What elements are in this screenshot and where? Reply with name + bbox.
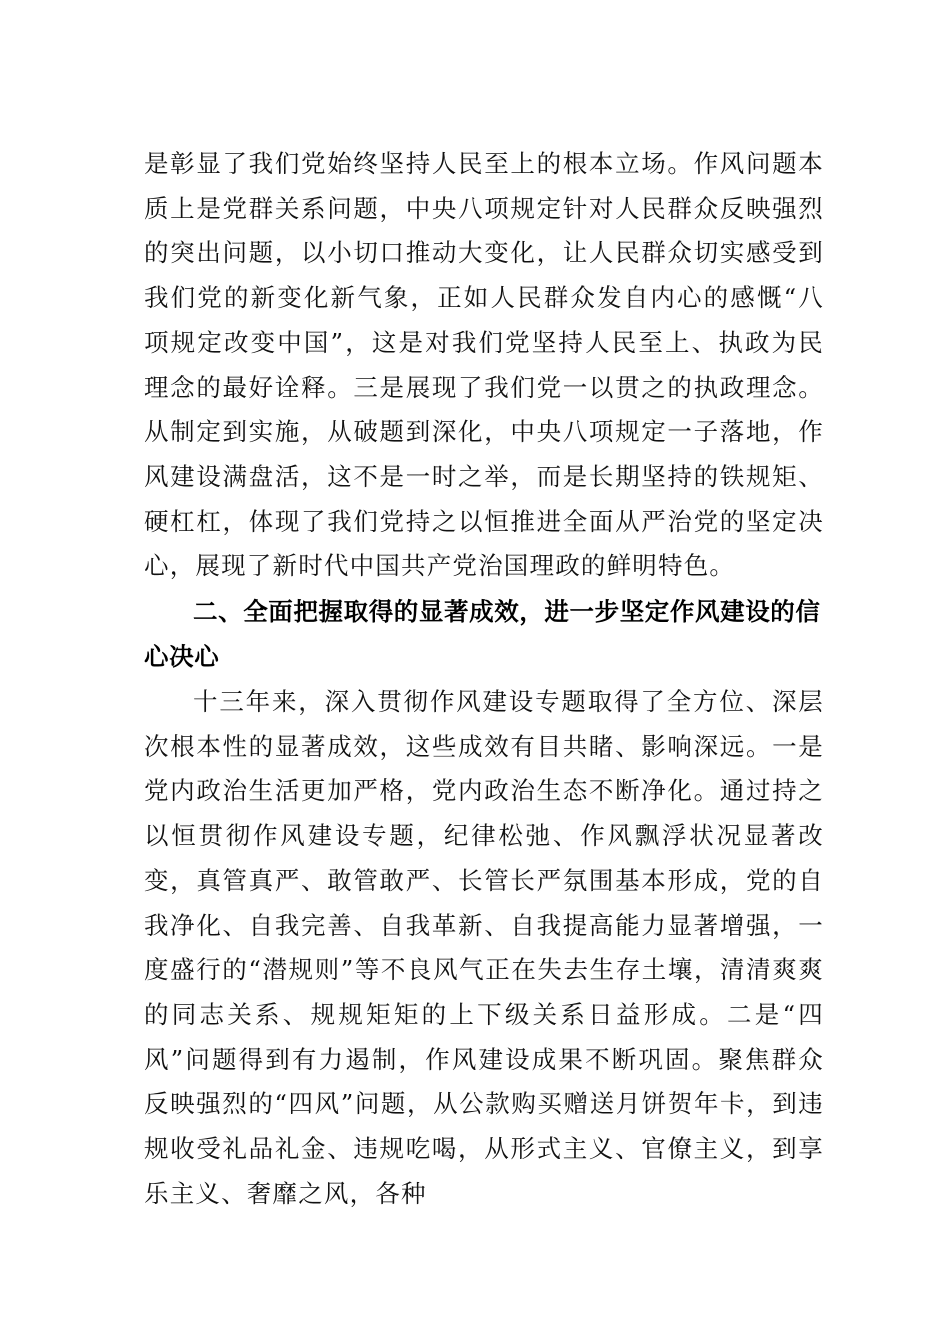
body-paragraph-2: 十三年来，深入贯彻作风建设专题取得了全方位、深层次根本性的显著成效，这些成效有目共睹、影响深远。一是党内政治生活更加严格，党内政治生态不断净化。通过持之以恒贯彻作风建设专题，纪律松弛、作风飘浮状况显著改变，真管真严、敢管敢严、长管长严氛围基本形成，党的自我净化、自我完善、自我革新、自我提高能力显著增强，一度盛行的“潜规则”等不良风气正在失去生存土壤，清清爽爽的同志关系、规规矩矩的上下级关系日益形成。二是“四风”问题得到有力遏制，作风建设成果不断巩固。聚焦群众反映强烈的“四风”问题，从公款购买赠送月饼贺年卡，到违规收受礼品礼金、违规吃喝，从形式主义、官僚主义，到享乐主义、奢靡之风，各种 [144,687,824,1208]
section-heading-2: 二、全面把握取得的显著成效，进一步坚定作风建设的信心决心 [144,597,821,671]
body-paragraph-1: 是彰显了我们党始终坚持人民至上的根本立场。作风问题本质上是党群关系问题，中央八项规定针对人民群众反映强烈的突出问题，以小切口推动大变化，让人民群众切实感受到我们党的新变化新气象，正如人民群众发自内心的感慨“八项规定改变中国”，这是对我们党坚持人民至上、执政为民理念的最好诠释。三是展现了我们党一以贯之的执政理念。从制定到实施，从破题到深化，中央八项规定一子落地，作风建设满盘活，这不是一时之举，而是长期坚持的铁规矩、硬杠杠，体现了我们党持之以恒推进全面从严治党的坚定决心，展现了新时代中国共产党治国理政的鲜明特色。 [144,149,824,581]
